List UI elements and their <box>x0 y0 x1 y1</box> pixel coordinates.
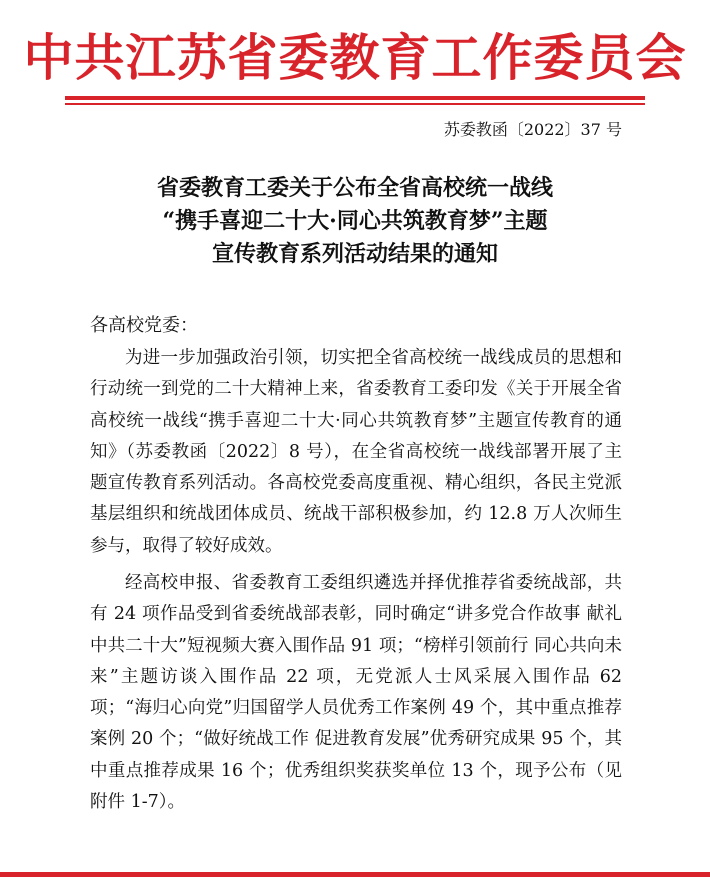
document-title <box>0 172 710 271</box>
title-line-2: “携手喜迎二十大·同心共筑教育梦”主题 <box>162 208 548 234</box>
body-paragraph-2: 经高校申报、省委教育工委组织遴选并择优推荐省委统战部，共有 24 项作品受到省委统战部表彰，同时确定“讲多党合作故事 献礼中共二十大”短视频大赛入围作品 91 项；“榜样引领前行 同心共向未来”主题访谈入围作品 22 项，无党派人士风采展入围作品 62 项；“海归心向党”归国留学人员优秀工作案例 49 个，其中重点推荐案例 20 个；“做好统战工作 促进教育发展”优秀研究成果 95 个，其中重点推荐成果 16 个；优秀组织奖获奖单位 13 个，现予公布（见附件 1-7）。 <box>90 573 622 813</box>
header-rule-thick <box>65 96 645 100</box>
title-line-3: 宣传教育系列活动结果的通知 <box>211 241 498 267</box>
footer-rule <box>0 872 710 877</box>
header-rule-thin <box>65 103 645 105</box>
title-line-1: 省委教育工委关于公布全省高校统一战线 <box>156 175 553 201</box>
document-number: 苏委教函〔2022〕37 号 <box>443 120 622 139</box>
salutation: 各高校党委： <box>90 315 198 336</box>
organization-header: 中共江苏省委教育工作委员会 <box>23 28 687 87</box>
body-paragraph-1: 为进一步加强政治引领，切实把全省高校统一战线成员的思想和行动统一到党的二十大精神上来，省委教育工委印发《关于开展全省高校统一战线“携手喜迎二十大·同心共筑教育梦”主题宣传教育的通知》（苏委教函〔2022〕8 号），在全省高校统一战线部署开展了主题宣传教育系列活动。各高校党委高度重视、精心组织，各民主党派基层组织和统战团体成员、统战干部积极参加，约 12.8 万人次师生参与，取得了较好成效。 <box>90 348 622 556</box>
